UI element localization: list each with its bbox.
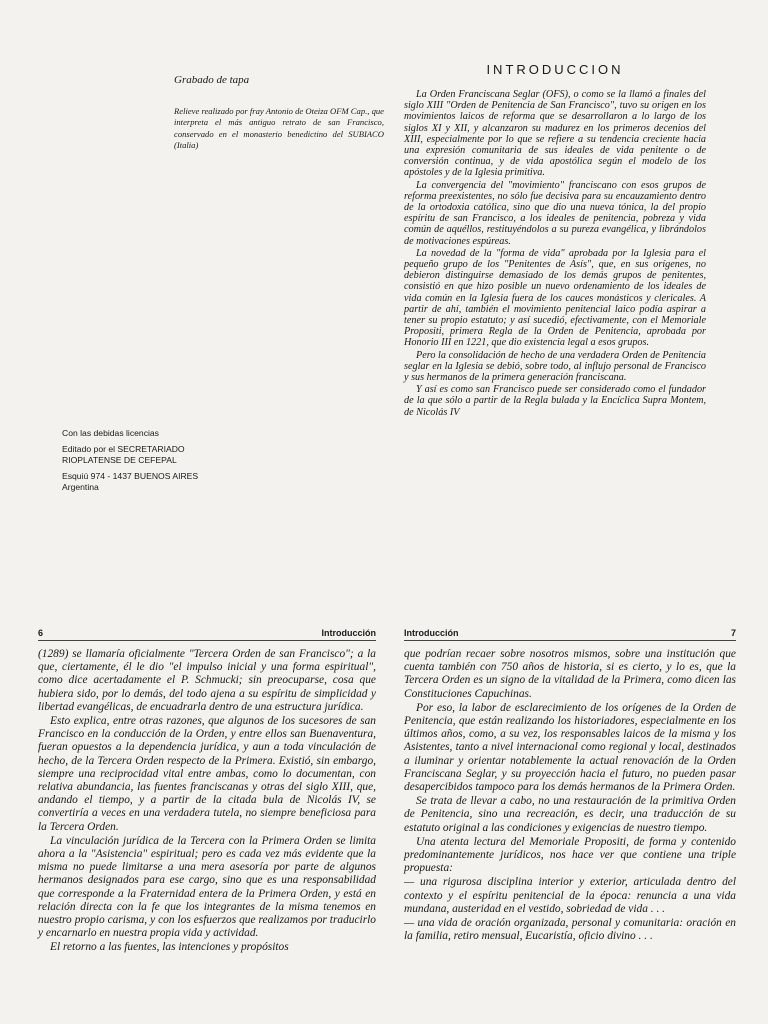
credits-line: Con las debidas licencias	[62, 428, 159, 438]
paragraph: Esto explica, entre otras razones, que algunos de los sucesores de san Francisco en la conducción de la Orden, y entre ellos san Buenaventura, fueran opuestos a la dependencia jurídica, y aun a toda vinculación de hecho, de la Tercera Orden respecto de la Primera. Existió, sin embargo, siempre una reciprocidad vital entre ambas, como lo documentan, con relativa abundancia, las fuentes franciscanas y otras del siglo XIII, que, andando el tiempo, y a partir de la citada bula de Nicolás IV, se convertiría a veces en una verdadera tutela, no siempre beneficiosa para la Tercera Orden.	[38, 715, 376, 833]
page-6	[38, 628, 376, 956]
body-text	[404, 89, 706, 418]
list-item: — una vida de oración organizada, personal y comunitaria: oración en la familia, retiro mensual, Eucaristía, oficio divino . . .	[404, 917, 736, 943]
page-7	[404, 628, 736, 944]
running-head	[404, 628, 736, 641]
paragraph: Se trata de llevar a cabo, no una restauración de la primitiva Orden de Penitencia, sino una recreación, es decir, una traducción de su estatuto original a las condiciones y exigencias de nuestro tiempo.	[404, 795, 736, 834]
body-text	[404, 648, 736, 943]
publisher-credits	[62, 428, 302, 492]
credits-line: Editado por el SECRETARIADO	[62, 444, 185, 455]
list-item: — una rigurosa disciplina interior y exterior, articulada dentro del contexto y el espíritu penitencial de la época: renuncia a una vida mundana, austeridad en el vestido, sobriedad de vida . . .	[404, 876, 736, 915]
paragraph: La Orden Franciscana Seglar (OFS), o como se la llamó a finales del siglo XIII "Orden de Penitencia de San Francisco", tuvo su origen en los movimientos laicos de reforma que se desarrollaron a lo largo de los siglos XI y XII, y alcanzaron su madurez en los primeros decenios del XIII, especialmente por lo que se refiere a su tendencia creciente hacia una expresión comunitaria de sus ideales de vida penitente o de conversión continua, y de vida apostólica según el modelo de los apóstoles y de la Iglesia primitiva.	[404, 89, 706, 179]
paragraph: Una atenta lectura del Memoriale Propositi, de forma y contenido predominantemente jurídicos, nos hace ver que contiene una triple propuesta:	[404, 835, 736, 875]
credits-line: Argentina	[62, 481, 99, 492]
caption-title: Grabado de tapa	[174, 74, 250, 86]
page-number: 7	[730, 628, 736, 638]
page-number: 6	[38, 628, 44, 638]
credits-line: RIOPLATENSE DE CEFEPAL	[62, 454, 177, 465]
introduction-page	[404, 62, 706, 419]
paragraph: La vinculación jurídica de la Tercera con la Primera Orden se limita ahora a la "Asistencia" espiritual; pero es cada vez más evidente que la misma no puede limitarse a una mera asesoría por parte de algunos hermanos designados para ese cargo, sino que es una responsabilidad que corresponde a la Fraternidad entera de la Primera Orden, y está en relación directa con la fe que los integrantes de la misma tenemos en nuestro propio carisma, y con los esfuerzos que realizamos por traducirlo y encarnarlo en nuestra propia vida y actividad.	[38, 834, 376, 940]
page-title: INTRODUCCION	[486, 62, 624, 77]
paragraph: La novedad de la "forma de vida" aprobada por la Iglesia para el pequeño grupo de los "Penitentes de Asís", que, en sus orígenes, no debieron distinguirse demasiado de los demás grupos de penitentes, consistió en que hizo posible un nuevo ordenamiento de los ideales de vida común en la Iglesia fuera de los cauces monásticos y clericales. A partir de ahí, también el movimiento penitencial laico podía aspirar a tener su propio estatuto; y así sucedió, efectivamente, con el Memoriale Propositi, primera Regla de la Orden de Penitencia, aprobada por Honorio III en 1221, que dio existencia legal a esos grupos.	[404, 247, 706, 349]
paragraph: La convergencia del "movimiento" franciscano con esos grupos de reforma preexistentes, no sólo fue decisiva para su encauzamiento dentro de la ortodoxia católica, sino que dio una nueva tónica, la del propio espíritu de san Francisco, a los ideales de penitencia, pobreza y vida común de aquéllos, restituyéndolos a su pureza evangélica, y librándolos de motivaciones espúreas.	[404, 179, 706, 247]
running-head-title: Introducción	[321, 628, 376, 638]
paragraph: Por eso, la labor de esclarecimiento de los orígenes de la Orden de Penitencia, que están realizando los historiadores, especialmente en los últimos años, como, a su vez, los responsables laicos de la misma y los Asistentes, tanto a nivel internacional como regional y local, destinados a iluminar y orientar notablemente la actual renovación de la Orden Franciscana Seglar, y su proyección hacia el futuro, no pueden pasar desapercibidos tampoco para los demás hermanos de la Primera Orden.	[404, 701, 736, 794]
body-text	[38, 648, 376, 955]
running-head-title: Introducción	[404, 628, 459, 638]
running-head	[38, 628, 376, 641]
credits-line: Esquiú 974 - 1437 BUENOS AIRES	[62, 471, 199, 482]
paragraph: que podrían recaer sobre nosotros mismos, sobre una institución que cuenta también con 750 años de historia, si es cierto, y lo es, que la Tercera Orden es un signo de la vitalidad de la Primera, como dicen las Constituciones Capuchinas.	[404, 648, 736, 700]
cover-caption-block	[62, 68, 384, 152]
paragraph: Pero la consolidación de hecho de una verdadera Orden de Penitencia seglar en la Iglesia se debió, sobre todo, al influjo personal de Francisco y sus hermanos de la primera generación franciscana.	[404, 349, 706, 384]
paragraph: Y así es como san Francisco puede ser considerado como el fundador de la que sólo a partir de la Regla bulada y la Encíclica Supra Montem, de Nicolás IV	[404, 384, 706, 418]
caption-text: Relieve realizado por fray Antonio de Oteiza OFM Cap., que interpreta el más antiguo retrato de san Francisco, conservado en el monasterio benedictino del SUBIACO (Italia)	[174, 106, 384, 151]
paragraph: El retorno a las fuentes, las intenciones y propósitos	[50, 941, 289, 954]
paragraph: (1289) se llamaría oficialmente "Tercera Orden de san Francisco"; a la que, ciertamente, él le dio "el impulso inicial y una forma espiritual", como dice acertadamente el P. Schmucki; sin preocuparse, cosa que hubiera sido, por lo demás, del todo ajena a su espíritu de simplicidad y libertad evangélicas, de encuadrarla dentro de una estructura jurídica.	[38, 648, 376, 713]
